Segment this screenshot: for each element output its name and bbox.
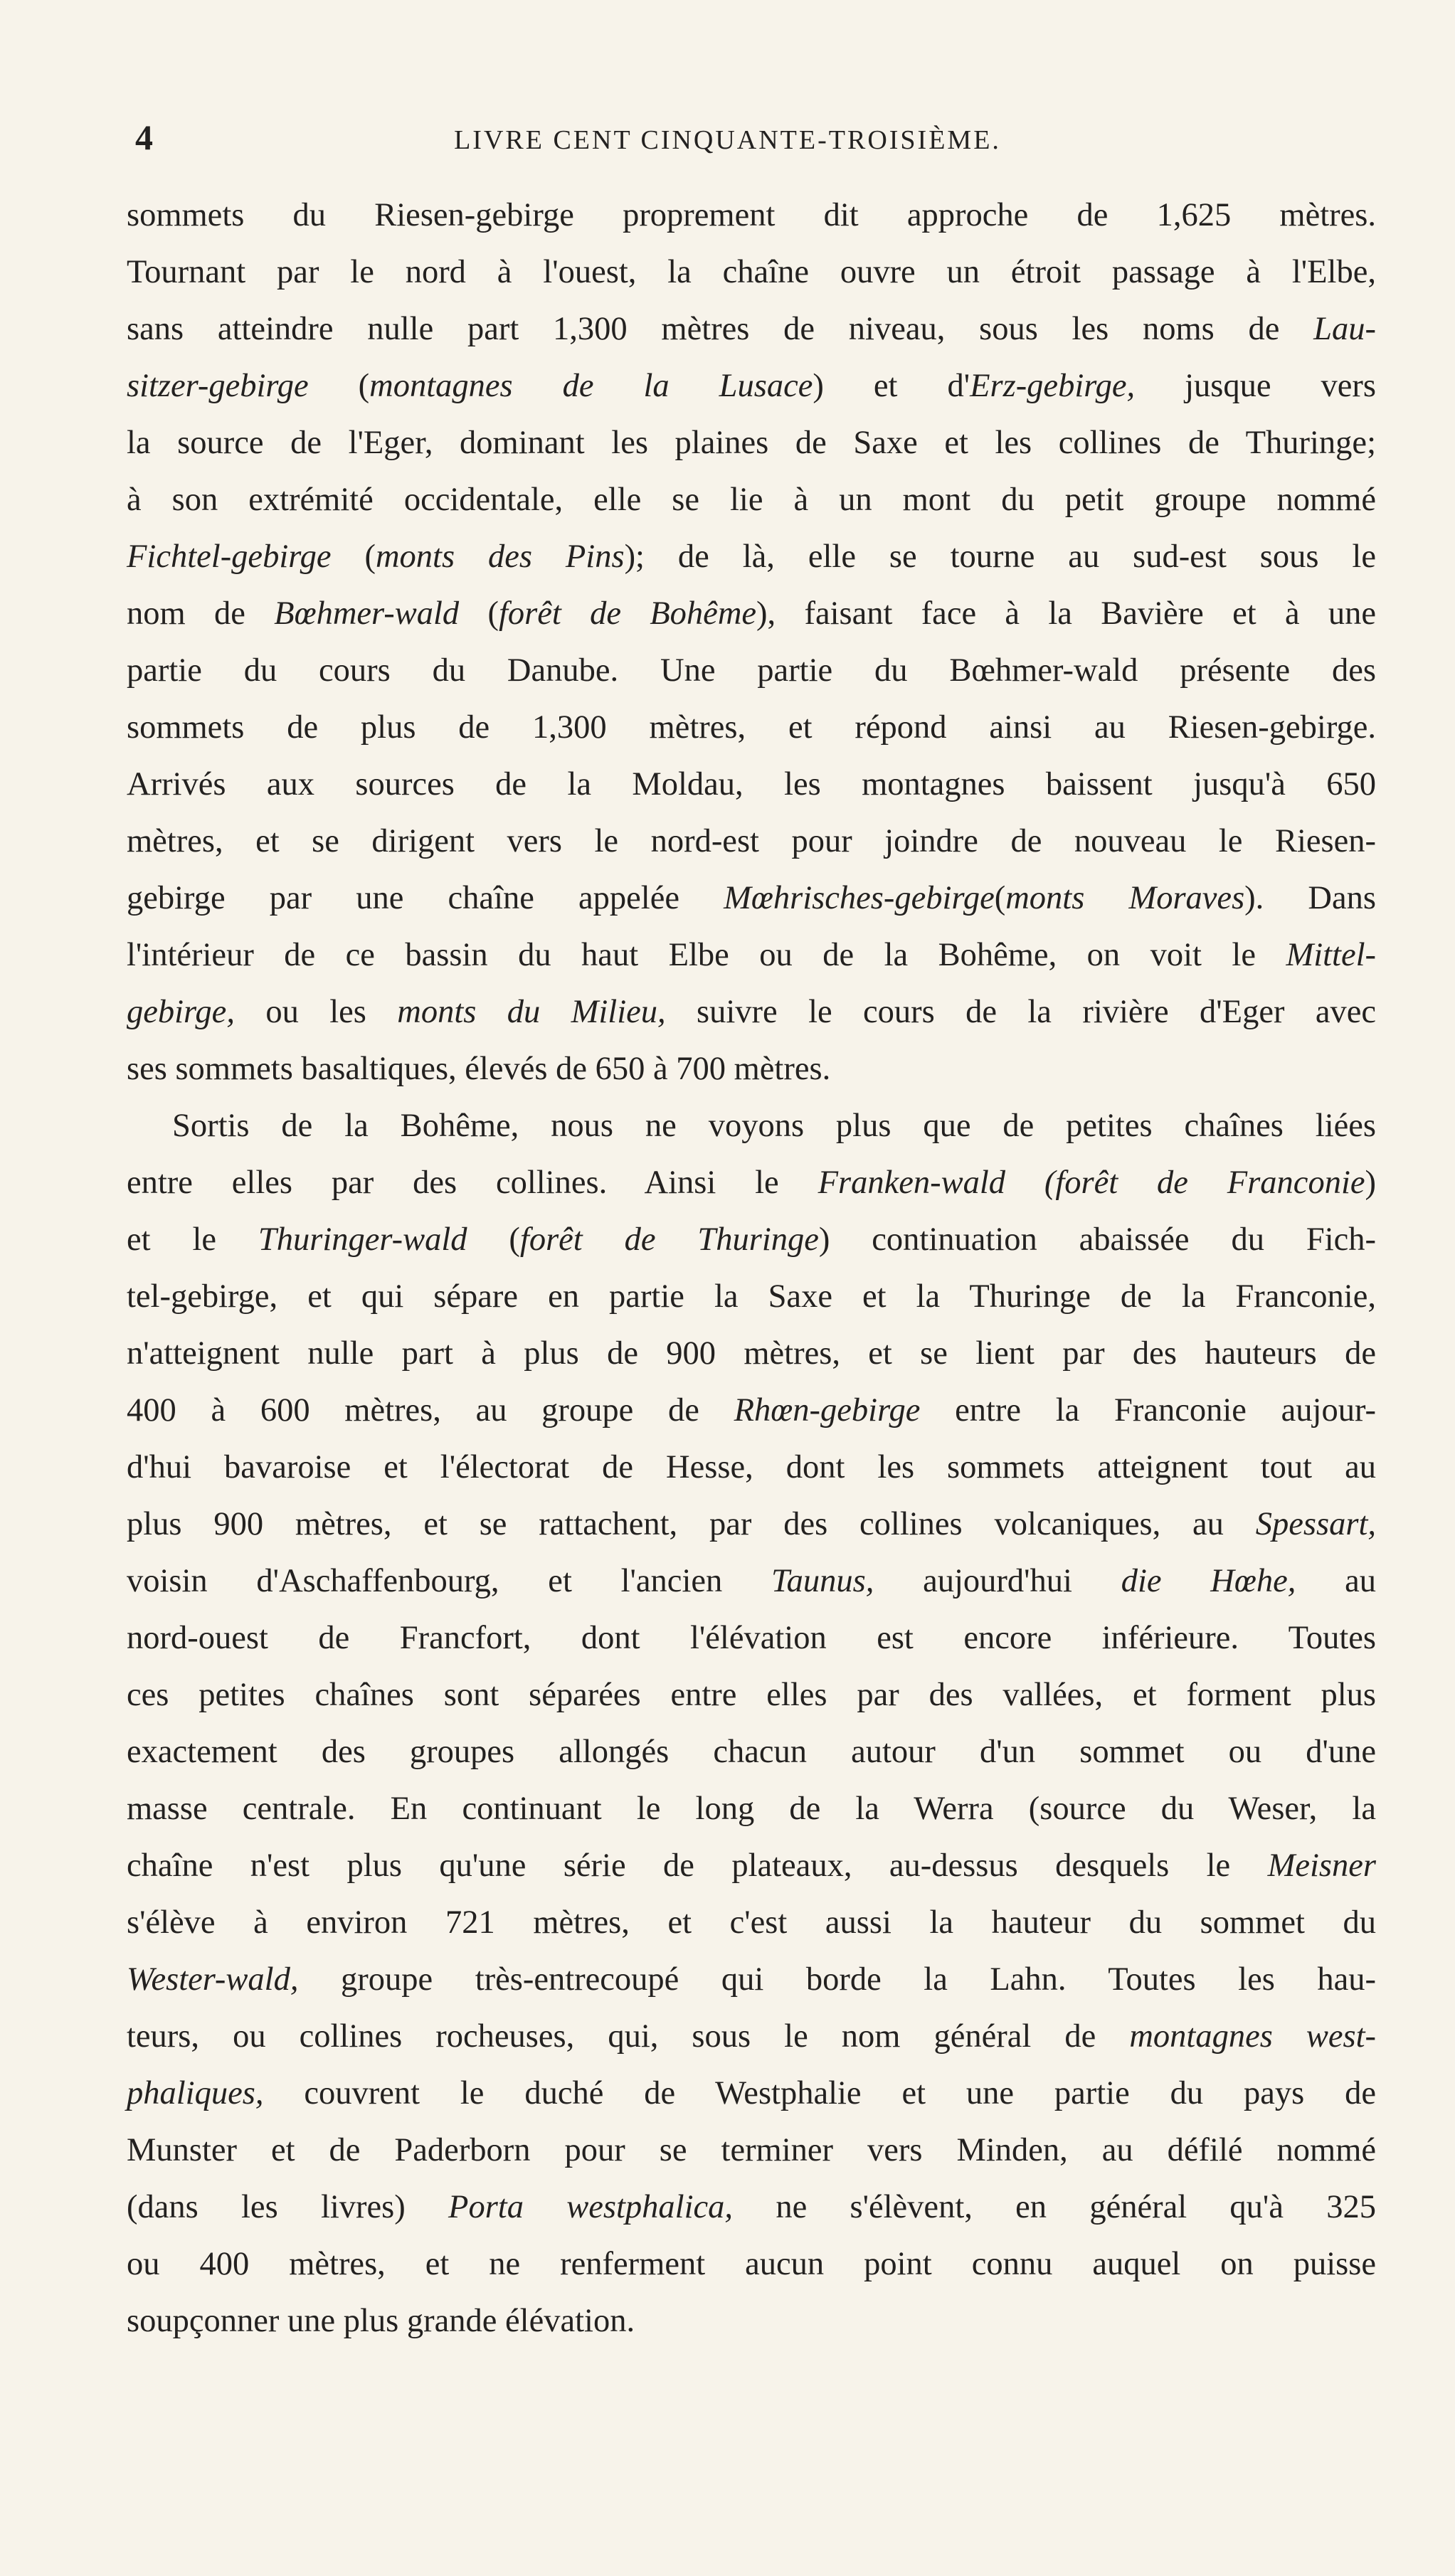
- italic-term: Taunus,: [771, 1563, 874, 1599]
- text-run: (: [487, 595, 499, 632]
- italic-term: Franken-wald: [818, 1165, 1006, 1201]
- italic-term: Mittel-: [1286, 937, 1377, 973]
- text-run: ) continuation abaissée du Fich-: [818, 1221, 1376, 1258]
- italic-term: die Hœhe,: [1121, 1563, 1296, 1599]
- text-line: exactement des groupes allongés chacun autour d'un sommet ou d'une: [127, 1734, 1376, 1770]
- text-line: [127, 358, 1376, 415]
- text-line: à son extrémité occidentale, elle se lie à un mont du petit groupe nommé: [127, 482, 1376, 518]
- text-run: chaîne n'est plus qu'une série de plateaux, au-dessus desquels le: [127, 1848, 1231, 1884]
- text-line: mètres, et se dirigent vers le nord-est pour joindre de nouveau le Riesen-: [127, 823, 1376, 859]
- text-run: aujourd'hui: [923, 1563, 1072, 1599]
- text-run: entre elles par des collines. Ainsi le: [127, 1165, 779, 1201]
- text-line: tel-gebirge, et qui sépare en partie la Saxe et la Thuringe de la Franconie,: [127, 1278, 1376, 1315]
- text-line: [127, 585, 1376, 642]
- text-line: [127, 2008, 1376, 2065]
- text-line: sommets de plus de 1,300 mètres, et répond ainsi au Riesen-gebirge.: [127, 709, 1376, 746]
- text-run: entre la Franconie aujour-: [955, 1392, 1376, 1429]
- text-line: d'hui bavaroise et l'électorat de Hesse, dont les sommets atteignent tout au: [127, 1449, 1376, 1485]
- text-line: ou 400 mètres, et ne renferment aucun point connu auquel on puisse: [127, 2246, 1376, 2282]
- text-run: au: [1345, 1563, 1377, 1599]
- italic-term: Spessart,: [1255, 1506, 1376, 1542]
- text-line: [127, 2179, 1376, 2236]
- text-line: [127, 1951, 1376, 2008]
- text-line: sommets du Riesen-gebirge proprement dit approche de 1,625 mètres.: [127, 197, 1376, 233]
- text-line: [127, 927, 1376, 984]
- text-line: masse centrale. En continuant le long de la Werra (source du Weser, la: [127, 1791, 1376, 1827]
- text-run: (: [364, 539, 376, 575]
- text-run: (dans les livres): [127, 2189, 406, 2225]
- italic-term: Erz-gebirge,: [970, 368, 1136, 404]
- text-run: groupe très-entrecoupé qui borde la Lahn. Toutes les hau-: [341, 1961, 1376, 1998]
- italic-term: forêt de Bohême: [498, 595, 757, 632]
- text-run: sans atteindre nulle part 1,300 mètres de niveau, sous les noms de: [127, 311, 1280, 347]
- text-line: [127, 984, 1376, 1041]
- italic-term: Porta westphalica,: [448, 2189, 734, 2225]
- italic-term: monts du Milieu,: [397, 994, 666, 1030]
- text-run: ), faisant face à la Bavière et à une: [756, 595, 1377, 632]
- body-text: [127, 187, 1376, 2350]
- text-line: [127, 301, 1376, 358]
- text-run: (: [509, 1221, 520, 1258]
- text-line: s'élève à environ 721 mètres, et c'est aussi la hauteur du sommet du: [127, 1904, 1376, 1941]
- text-run: voisin d'Aschaffenbourg, et l'ancien: [127, 1563, 723, 1599]
- italic-term: Lau-: [1313, 311, 1377, 347]
- text-run: suivre le cours de la rivière d'Eger avec: [697, 994, 1377, 1030]
- text-run: jusque vers: [1185, 368, 1376, 404]
- text-line: Tournant par le nord à l'ouest, la chaîne ouvre un étroit passage à l'Elbe,: [127, 254, 1376, 290]
- italic-term: monts des Pins: [375, 539, 625, 575]
- italic-term: forêt de Thuringe: [519, 1221, 819, 1258]
- text-run: gebirge par une chaîne appelée: [127, 880, 680, 916]
- text-line: ces petites chaînes sont séparées entre elles par des vallées, et forment plus: [127, 1677, 1376, 1713]
- italic-term: Bœhmer-wald: [274, 595, 460, 632]
- running-title: LIVRE CENT CINQUANTE-TROISIÈME.: [454, 125, 1001, 155]
- text-run: teurs, ou collines rocheuses, qui, sous le nom général de: [127, 2018, 1096, 2055]
- italic-term: montagnes west-: [1129, 2018, 1377, 2055]
- text-run: (: [994, 880, 1006, 916]
- text-line: Munster et de Paderborn pour se terminer vers Minden, au défilé nommé: [127, 2132, 1376, 2168]
- text-line: [127, 1212, 1376, 1268]
- italic-term: Wester-wald,: [127, 1961, 299, 1998]
- italic-term: (forêt de Franconie: [1044, 1165, 1365, 1201]
- text-run: l'intérieur de ce bassin du haut Elbe ou de la Bohême, on voit le: [127, 937, 1256, 973]
- text-line: [127, 870, 1376, 927]
- italic-term: Thuringer-wald: [258, 1221, 467, 1258]
- text-line: ses sommets basaltiques, élevés de 650 à 700 mètres.: [127, 1051, 831, 1087]
- italic-term: montagnes de la Lusace: [369, 368, 813, 404]
- text-run: nom de: [127, 595, 245, 632]
- text-run: ); de là, elle se tourne au sud-est sous le: [624, 539, 1376, 575]
- text-line: [127, 1496, 1376, 1553]
- page-number: 4: [135, 117, 153, 157]
- text-line: [127, 529, 1376, 585]
- text-line: nord-ouest de Francfort, dont l'élévation est encore inférieure. Toutes: [127, 1620, 1376, 1656]
- paragraph-start-line: Sortis de la Bohême, nous ne voyons plus que de petites chaînes liées: [172, 1108, 1376, 1144]
- text-run: ou les: [265, 994, 366, 1030]
- italic-term: phaliques,: [127, 2075, 264, 2111]
- text-line: [127, 1553, 1376, 1610]
- text-line: soupçonner une plus grande élévation.: [127, 2303, 635, 2339]
- text-run: ne s'élèvent, en général qu'à 325: [776, 2189, 1376, 2225]
- italic-term: gebirge,: [127, 994, 235, 1030]
- text-run: (: [358, 368, 370, 404]
- text-run: et le: [127, 1221, 217, 1258]
- text-line: [127, 1838, 1376, 1894]
- text-line: [127, 1155, 1376, 1212]
- italic-term: monts Moraves: [1005, 880, 1245, 916]
- italic-term: sitzer-gebirge: [127, 368, 309, 404]
- text-run: plus 900 mètres, et se rattachent, par des collines volcaniques, au: [127, 1506, 1224, 1542]
- text-line: la source de l'Eger, dominant les plaines de Saxe et les collines de Thuringe;: [127, 425, 1376, 461]
- italic-term: Rhœn-gebirge: [734, 1392, 921, 1429]
- text-line: [127, 2065, 1376, 2122]
- italic-term: Fichtel-gebirge: [127, 539, 332, 575]
- text-line: Arrivés aux sources de la Moldau, les montagnes baissent jusqu'à 650: [127, 766, 1376, 802]
- text-run: 400 à 600 mètres, au groupe de: [127, 1392, 699, 1429]
- text-line: partie du cours du Danube. Une partie du Bœhmer-wald présente des: [127, 652, 1376, 689]
- text-run: ): [1365, 1165, 1377, 1201]
- text-run: couvrent le duché de Westphalie et une partie du pays de: [304, 2075, 1376, 2111]
- text-line: n'atteignent nulle part à plus de 900 mètres, et se lient par des hauteurs de: [127, 1335, 1376, 1372]
- text-run: ) et d': [813, 368, 970, 404]
- text-run: ). Dans: [1244, 880, 1376, 916]
- italic-term: Mœhrisches-gebirge: [724, 880, 995, 916]
- text-line: [127, 1382, 1376, 1439]
- italic-term: Meisner: [1267, 1848, 1376, 1884]
